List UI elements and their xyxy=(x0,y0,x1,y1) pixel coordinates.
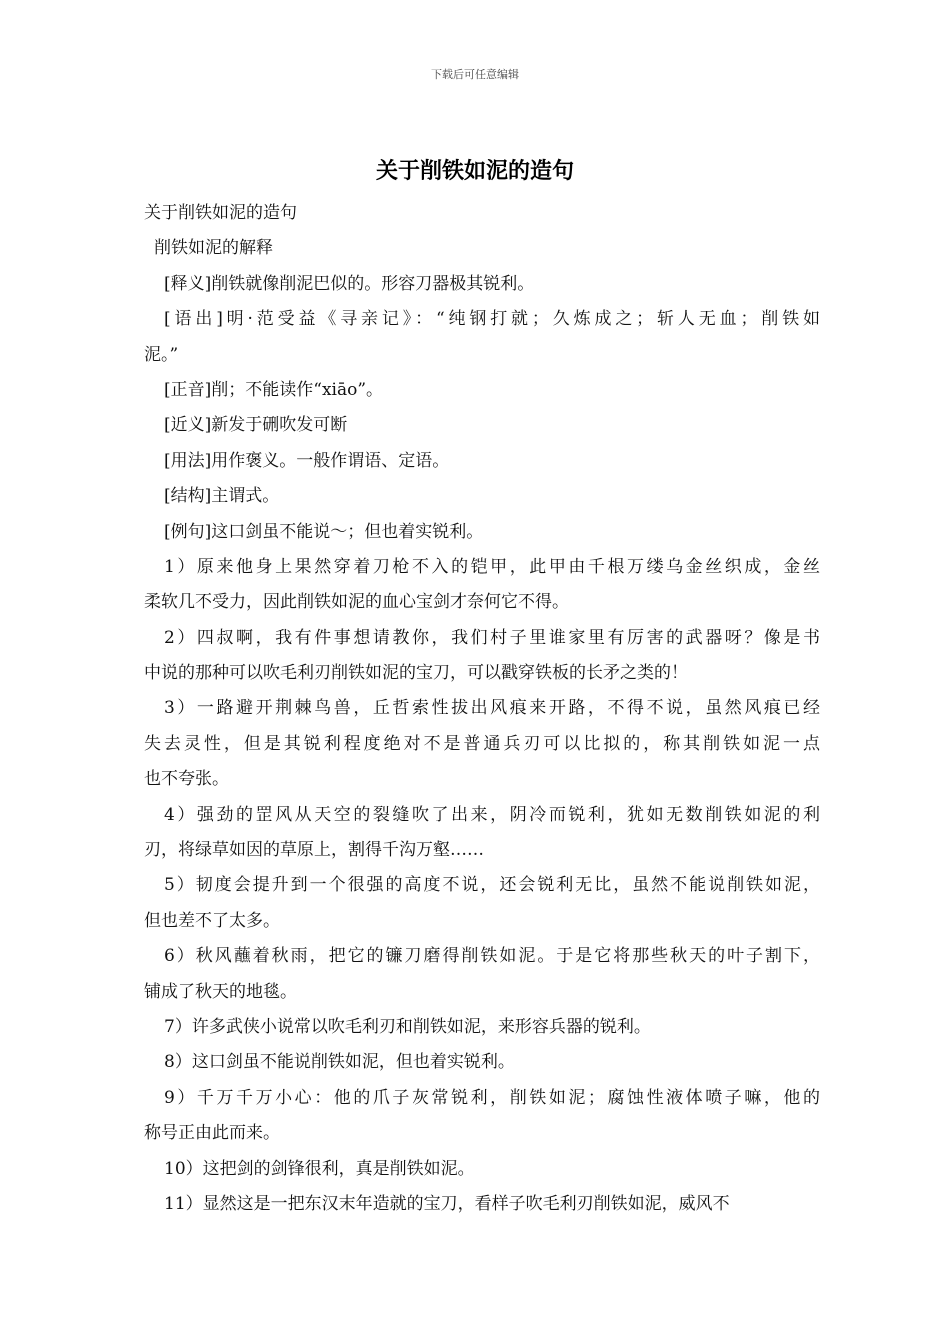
paragraph xyxy=(144,939,820,1010)
paragraph xyxy=(144,231,820,266)
paragraph-line: 称号正由此而来。 xyxy=(144,1123,280,1144)
paragraph-line: 削铁如泥的解释 xyxy=(154,238,273,259)
paragraph-line: [结构]主谓式。 xyxy=(164,486,280,507)
paragraph xyxy=(144,1045,820,1080)
paragraph-line: 11）显然这是一把东汉末年造就的宝刀，看样子吹毛利刃削铁如泥，威风不 xyxy=(164,1193,730,1214)
paragraph-line: 也不夸张。 xyxy=(144,769,229,790)
paragraph xyxy=(144,1187,820,1222)
paragraph-line: 5）韧度会提升到一个很强的高度不说，还会锐利无比，虽然不能说削铁如泥， xyxy=(164,875,820,896)
paragraph-line: 8）这口剑虽不能说削铁如泥，但也着实锐利。 xyxy=(164,1052,515,1073)
paragraph xyxy=(144,691,820,797)
paragraph xyxy=(144,621,820,692)
paragraph xyxy=(144,408,820,443)
paragraph-line: 柔软几不受力，因此削铁如泥的血心宝剑才奈何它不得。 xyxy=(144,592,569,613)
paragraph-line: 1）原来他身上果然穿着刀枪不入的铠甲，此甲由千根万缕乌金丝织成，金丝 xyxy=(164,556,820,577)
paragraph-line: 关于削铁如泥的造句 xyxy=(144,203,297,223)
paragraph-line: 但也差不了太多。 xyxy=(144,910,280,931)
paragraph-line: 失去灵性，但是其锐利程度绝对不是普通兵刃可以比拟的，称其削铁如泥一点 xyxy=(144,733,820,754)
paragraph-line: [正音]削；不能读作“xiāo”。 xyxy=(164,379,384,400)
paragraph-line: 9）千万千万小心：他的爪子灰常锐利，削铁如泥；腐蚀性液体喷子嘛，他的 xyxy=(164,1087,820,1108)
paragraph-line: 2）四叔啊，我有件事想请教你，我们村子里谁家里有厉害的武器呀？像是书 xyxy=(164,627,820,648)
paragraph-line: [释义]削铁就像削泥巴似的。形容刀器极其锐利。 xyxy=(164,273,535,294)
paragraph xyxy=(144,196,820,231)
document-title: 关于削铁如泥的造句 xyxy=(375,159,574,184)
paragraph xyxy=(144,1081,820,1152)
paragraph-line: [近义]新发于硎吹发可断 xyxy=(164,415,348,436)
paragraph-line: [例句]这口剑虽不能说～；但也着实锐利。 xyxy=(164,521,484,542)
paragraph xyxy=(144,868,820,939)
paragraph-line: 铺成了秋天的地毯。 xyxy=(144,981,297,1002)
paragraph xyxy=(144,302,820,373)
paragraph xyxy=(144,798,820,869)
paragraph xyxy=(144,479,820,514)
header-note: 下载后可任意编辑 xyxy=(431,68,519,81)
paragraph xyxy=(144,1010,820,1045)
paragraph-line: 6）秋风蘸着秋雨，把它的镰刀磨得削铁如泥。于是它将那些秋天的叶子割下， xyxy=(164,946,820,967)
paragraph xyxy=(144,515,820,550)
paragraph xyxy=(144,373,820,408)
paragraph-line: 7）许多武侠小说常以吹毛利刃和削铁如泥，来形容兵器的锐利。 xyxy=(164,1016,651,1037)
paragraph xyxy=(144,550,820,621)
paragraph-line: 3）一路避开荆棘鸟兽，丘哲索性拔出风痕来开路，不得不说，虽然风痕已经 xyxy=(164,698,820,719)
document-body xyxy=(144,196,820,1222)
paragraph-line: 4）强劲的罡风从天空的裂缝吹了出来，阴冷而锐利，犹如无数削铁如泥的利 xyxy=(164,804,820,825)
paragraph-line: 泥。” xyxy=(144,344,179,365)
paragraph xyxy=(144,267,820,302)
paragraph xyxy=(144,444,820,479)
paragraph-line: 10）这把剑的剑锋很利，真是削铁如泥。 xyxy=(164,1158,475,1179)
paragraph xyxy=(144,1152,820,1187)
paragraph-line: [用法]用作褒义。一般作谓语、定语。 xyxy=(164,450,450,471)
paragraph-line: 中说的那种可以吹毛利刃削铁如泥的宝刀，可以戳穿铁板的长矛之类的！ xyxy=(144,663,688,684)
paragraph-line: [语出]明·范受益《寻亲记》：“纯钢打就；久炼成之；斩人无血；削铁如 xyxy=(164,309,820,330)
paragraph-line: 刃，将绿草如因的草原上，割得千沟万壑…… xyxy=(144,840,484,861)
